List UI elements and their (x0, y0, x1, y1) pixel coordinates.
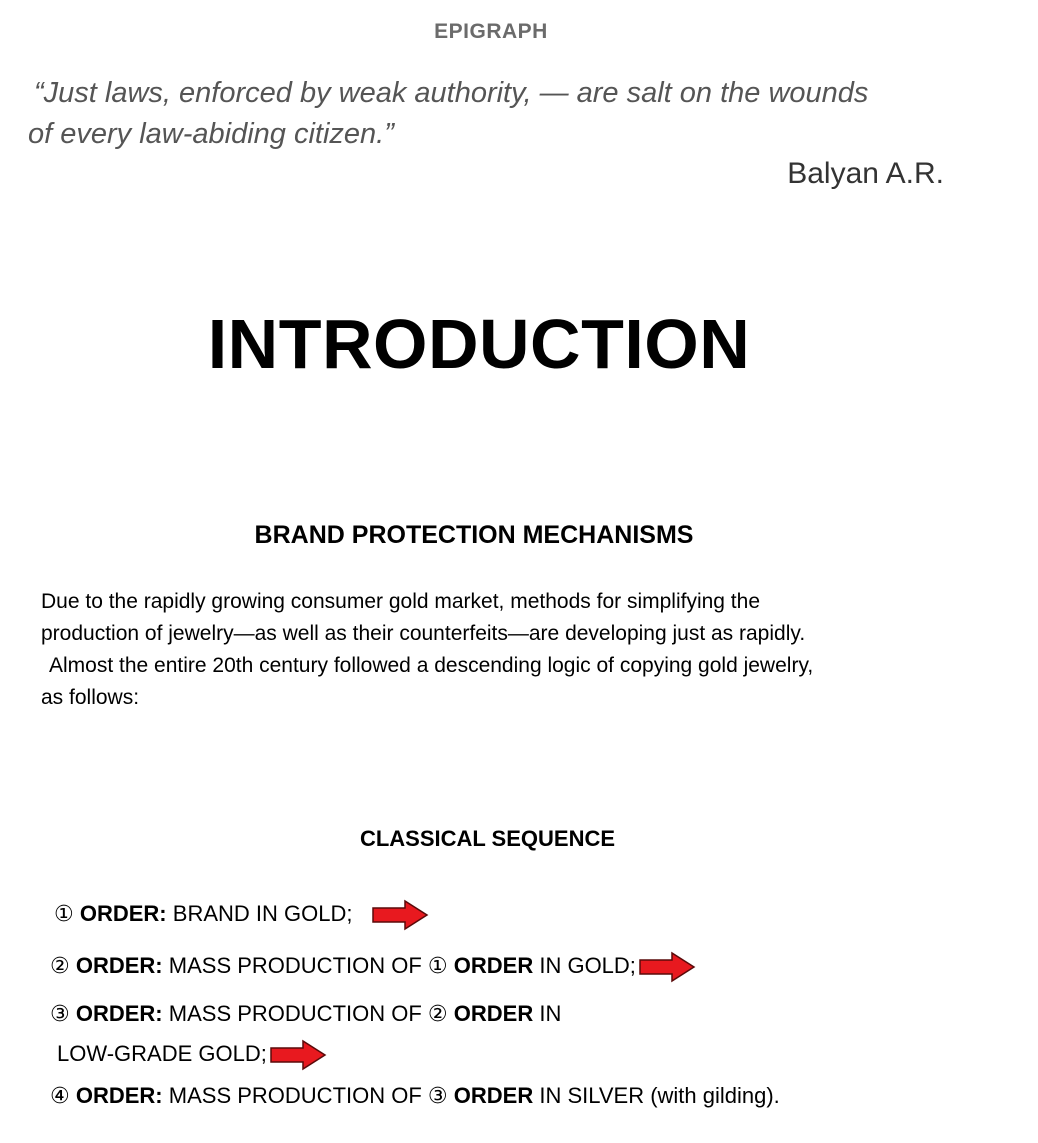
order-3-continuation (57, 1039, 327, 1071)
order-ref-number: ① (427, 953, 448, 978)
order-number: ① (54, 901, 74, 926)
order-3 (50, 999, 561, 1029)
order-text: MASS PRODUCTION OF (168, 1083, 422, 1108)
order-ref-number: ③ (427, 1083, 448, 1108)
order-label: ORDER: (79, 901, 167, 926)
order-text: LOW-GRADE GOLD; (57, 1041, 267, 1066)
order-ref-label: ORDER (453, 1001, 534, 1026)
paragraph-line: Almost the entire 20th century followed a descending logic of copying gold jewelry, (49, 654, 814, 677)
right-arrow-icon (638, 951, 696, 983)
paragraph-line: Due to the rapidly growing consumer gold market, methods for simplifying the (41, 590, 761, 613)
paragraph-line: as follows: (41, 686, 140, 709)
intro-paragraph (41, 586, 981, 714)
section-title: BRAND PROTECTION MECHANISMS (254, 521, 694, 549)
right-arrow-icon (269, 1039, 327, 1071)
epigraph-quote (28, 73, 988, 155)
introduction-title: INTRODUCTION (207, 305, 751, 383)
order-text: IN SILVER (with gilding). (539, 1083, 780, 1108)
epigraph-label: EPIGRAPH (434, 20, 548, 43)
order-text: BRAND IN GOLD; (172, 901, 353, 926)
order-1 (54, 899, 429, 931)
order-number: ④ (50, 1083, 70, 1108)
quote-author: Balyan A.R. (787, 157, 944, 190)
sequence-title: CLASSICAL SEQUENCE (359, 826, 616, 851)
order-label: ORDER: (75, 953, 163, 978)
order-ref-number: ② (427, 1001, 448, 1026)
order-number: ③ (50, 1001, 70, 1026)
paragraph-line: production of jewelry—as well as their counterfeits—are developing just as rapidly. (41, 622, 806, 645)
order-text: IN GOLD; (539, 953, 636, 978)
order-ref-label: ORDER (453, 953, 534, 978)
order-text: IN (539, 1001, 562, 1026)
quote-line: “Just laws, enforced by weak authority, — are salt on the wounds (34, 77, 869, 109)
order-ref-label: ORDER (453, 1083, 534, 1108)
right-arrow-icon (371, 899, 429, 931)
order-text: MASS PRODUCTION OF (168, 953, 422, 978)
order-label: ORDER: (75, 1083, 163, 1108)
order-number: ② (50, 953, 70, 978)
order-4 (50, 1081, 780, 1111)
quote-line: of every law-abiding citizen.” (28, 118, 394, 150)
order-text: MASS PRODUCTION OF (168, 1001, 422, 1026)
order-2 (50, 951, 696, 983)
order-label: ORDER: (75, 1001, 163, 1026)
